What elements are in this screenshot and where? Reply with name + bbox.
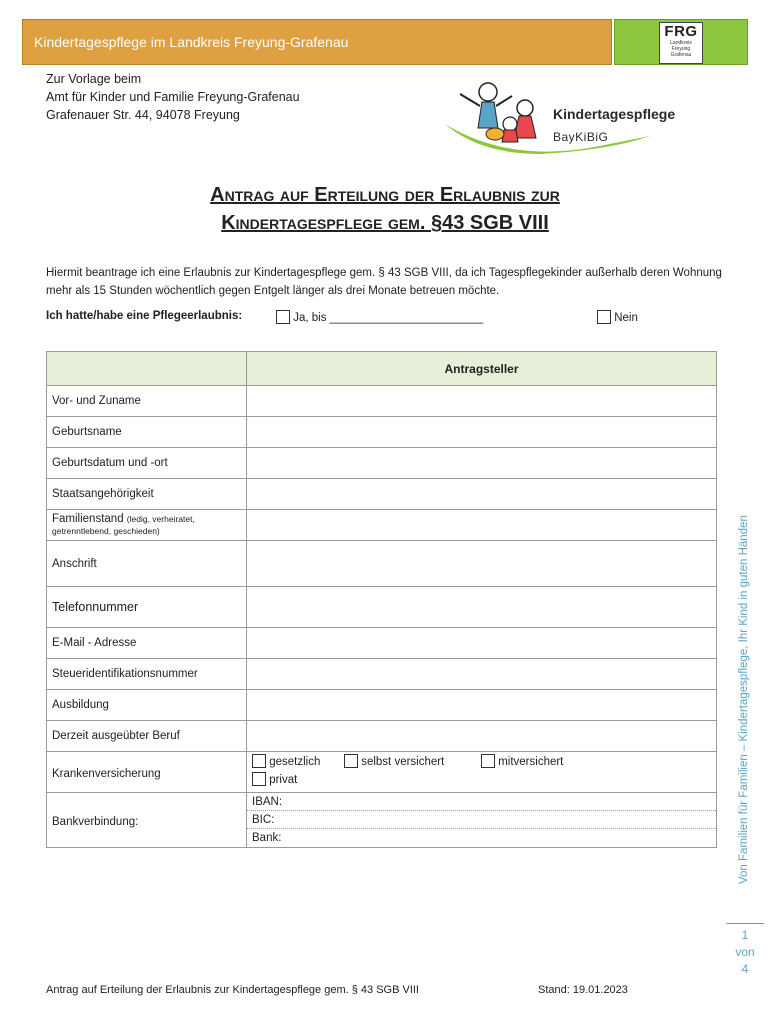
row-label: Geburtsdatum und -ort — [47, 448, 247, 479]
kita-logo-word: Kindertagespflege — [553, 106, 676, 122]
table-header-applicant: Antragsteller — [247, 352, 717, 386]
insurance-option-self[interactable] — [344, 754, 444, 768]
insurance-option-label: mitversichert — [498, 756, 564, 768]
phone-label: Telefonnummer — [47, 587, 247, 628]
insurance-option-co[interactable] — [481, 754, 563, 768]
education-field[interactable] — [247, 690, 717, 721]
frg-line: Grafenau — [670, 52, 692, 58]
address-line: Zur Vorlage beim — [46, 72, 142, 86]
row-label: Vor- und Zuname — [47, 386, 247, 417]
kindertagespflege-logo — [440, 80, 690, 160]
permit-no-label: Nein — [614, 312, 638, 324]
family-status-title: Familienstand — [52, 513, 124, 525]
bank-name-field[interactable]: Bank: — [252, 832, 282, 844]
permit-yes-label: Ja, bis ________________________ — [293, 312, 484, 324]
birth-name-field[interactable] — [247, 417, 717, 448]
current-job-field[interactable] — [247, 721, 717, 752]
row-label: Geburtsname — [47, 417, 247, 448]
family-status-hint: (ledig, verheiratet, — [126, 514, 195, 524]
previous-permit-label — [46, 310, 242, 322]
row-label: Staatsangehörigkeit — [47, 479, 247, 510]
insurance-option-label: privat — [269, 774, 298, 786]
address-line: Grafenauer Str. 44, 94078 Freyung — [46, 108, 240, 122]
side-slogan: Von Familien für Familien – Kindertagespflege, Ihr Kind in guten Händen — [738, 515, 750, 884]
permit-yes-option[interactable] — [276, 310, 483, 324]
page-number-rule — [726, 923, 764, 924]
row-label: Derzeit ausgeübter Beruf — [47, 721, 247, 752]
document-title-line1: Antrag auf Erteilung der Erlaubnis zur — [210, 184, 560, 206]
row-label: Steueridentifikationsnummer — [47, 659, 247, 690]
family-status-field[interactable] — [247, 510, 717, 541]
kita-logo-sub: BayKiBiG — [553, 130, 609, 144]
insurance-option-label: selbst versichert — [361, 756, 445, 768]
insurance-options — [247, 752, 717, 793]
insurance-label: Krankenversicherung — [47, 752, 247, 793]
applicant-table — [46, 351, 717, 848]
frg-logo-box — [659, 22, 703, 64]
recipient-address — [46, 70, 300, 124]
page-of: von — [735, 945, 755, 959]
frg-logo — [614, 19, 748, 65]
insurance-self-checkbox[interactable] — [344, 754, 358, 768]
tax-id-field[interactable] — [247, 659, 717, 690]
header-bar — [22, 19, 612, 65]
table-header-empty — [47, 352, 247, 386]
page-number — [726, 927, 764, 978]
frg-line: Freyung — [671, 46, 691, 52]
footer-date: Stand: 19.01.2023 — [538, 984, 628, 996]
permit-yes-checkbox[interactable] — [276, 310, 290, 324]
row-label: Ausbildung — [47, 690, 247, 721]
insurance-option-private[interactable] — [252, 772, 711, 790]
bank-label: Bankverbindung: — [47, 793, 247, 848]
address-line: Amt für Kinder und Familie Freyung-Grafenau — [46, 90, 300, 104]
insurance-co-checkbox[interactable] — [481, 754, 495, 768]
document-title-line2: Kindertagespflege gem. §43 SGB VIII — [221, 212, 549, 234]
email-field[interactable] — [247, 628, 717, 659]
permit-no-option[interactable] — [597, 310, 638, 324]
previous-permit-question: Ich hatte/habe eine Pflegeerlaubnis: — [46, 310, 243, 322]
insurance-option-label: gesetzlich — [269, 756, 321, 768]
bank-fields — [247, 793, 717, 848]
address-label: Anschrift — [47, 541, 247, 587]
phone-field[interactable] — [247, 587, 717, 628]
family-status-hint: getrenntlebend, geschieden) — [52, 526, 160, 536]
header-title: Kindertagespflege im Landkreis Freyung-Grafenau — [34, 34, 349, 50]
bic-field[interactable]: BIC: — [247, 811, 716, 829]
nationality-field[interactable] — [247, 479, 717, 510]
name-field[interactable] — [247, 386, 717, 417]
page-current: 1 — [741, 928, 749, 942]
frg-letters: FRG — [664, 23, 698, 40]
intro-text: Hiermit beantrage ich eine Erlaubnis zur Kindertagespflege gem. § 43 SGB VIII, da ich Tagespflegekinder außerhalb deren Wohnung mehr als 15 Stunden wöchentlich gegen Entgelt länger als drei Monate betreuen möchte. — [46, 267, 722, 297]
iban-field[interactable]: IBAN: — [247, 793, 716, 811]
birth-date-place-field[interactable] — [247, 448, 717, 479]
insurance-private-checkbox[interactable] — [252, 772, 266, 786]
insurance-statutory-checkbox[interactable] — [252, 754, 266, 768]
row-label: E-Mail - Adresse — [47, 628, 247, 659]
footer-document-name: Antrag auf Erteilung der Erlaubnis zur Kindertagespflege gem. § 43 SGB VIII — [46, 984, 419, 996]
frg-line: Landkreis — [670, 40, 692, 46]
address-field[interactable] — [247, 541, 717, 587]
family-status-label — [47, 510, 247, 541]
permit-no-checkbox[interactable] — [597, 310, 611, 324]
insurance-option-statutory[interactable] — [252, 754, 320, 768]
page-total: 4 — [741, 962, 749, 976]
